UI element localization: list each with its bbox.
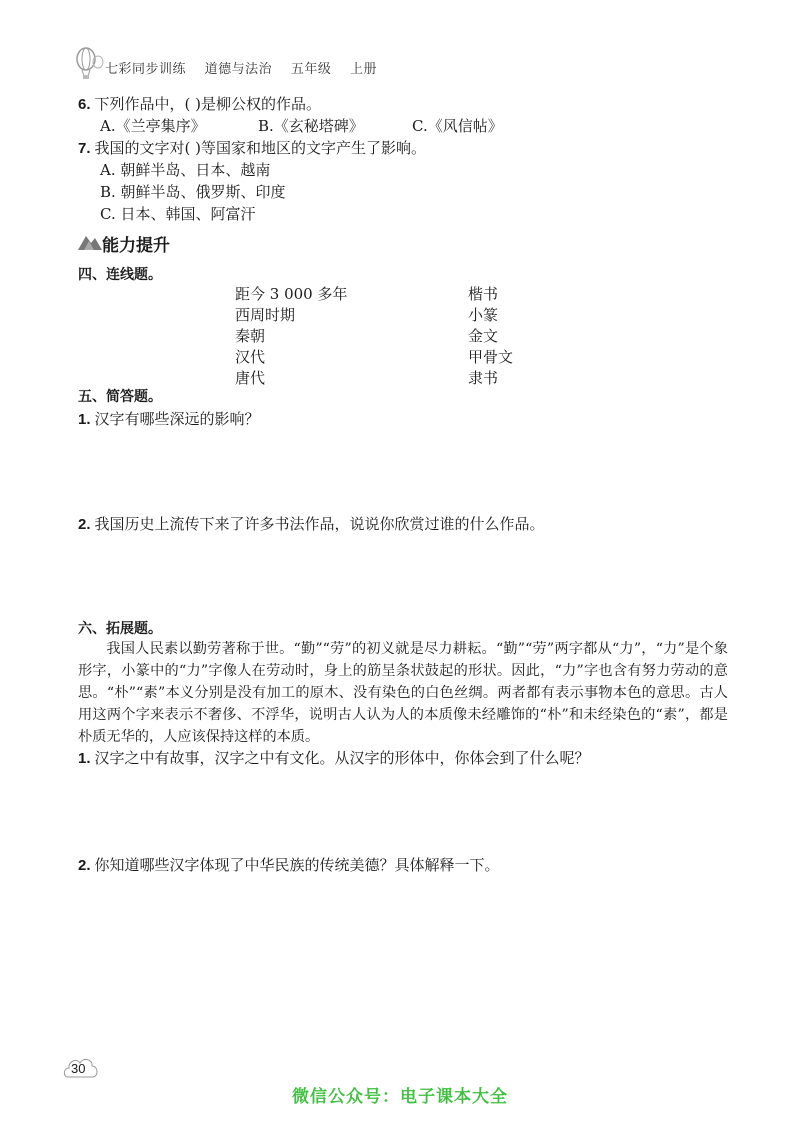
reading-passage: 我国人民素以勤劳著称于世。“勤”“劳”的初义就是尽力耕耘。“勤”“劳”两字都从“力”，“力”是个象形字，小篆中的“力”字像人在劳动时，身上的筋呈条状鼓起的形状。因此，“力”字也含有努力劳动的意思。“朴”“素”本义分别是没有加工的原木、没有染色的白色丝绸。两者都有表示事物本色的意思。古人用这两个字来表示不奢侈、不浮华，说明古人认为人的本质像未经雕饰的“朴”和未经染色的“素”，都是朴质无华的，人应该保持这样的本质。 (78, 641, 728, 745)
question-number: 6. (78, 96, 91, 113)
question-7 (78, 138, 426, 159)
question-number: 7. (78, 140, 91, 157)
match-right-item: 隶书 (468, 369, 499, 387)
section-6-question-1 (78, 748, 590, 769)
match-left-item: 汉代 (235, 348, 266, 366)
question-text: 下列作品中，( )是柳公权的作品。 (94, 95, 321, 113)
header-subject: 道德与法治 (204, 62, 273, 77)
section-4-title: 四、连线题。 (78, 267, 162, 283)
question-text: 汉字有哪些深远的影响？ (94, 410, 260, 428)
section-6-title: 六、拓展题。 (78, 621, 162, 637)
q7-option-c: C. 日本、韩国、阿富汗 (100, 205, 256, 223)
question-number: 2. (78, 516, 91, 533)
question-number: 2. (78, 857, 91, 874)
q6-option-b: B.《玄秘塔碑》 (258, 117, 364, 135)
q7-option-a: A. 朝鲜半岛、日本、越南 (100, 161, 271, 179)
footer-watermark: 微信公众号：电子课本大全 (292, 1087, 508, 1107)
page-number: 30 (71, 1061, 86, 1076)
header-grade: 五年级 (290, 62, 332, 77)
page-number-badge (62, 1053, 100, 1085)
match-left-item: 秦朝 (235, 327, 266, 345)
question-text: 我国历史上流传下来了许多书法作品，说说你欣赏过谁的什么作品。 (94, 515, 545, 533)
section-5-question-2 (78, 514, 545, 535)
section-5-question-1 (78, 409, 260, 430)
match-right-item: 楷书 (468, 285, 499, 303)
section-6-question-2 (78, 855, 500, 876)
question-text: 你知道哪些汉字体现了中华民族的传统美德？具体解释一下。 (94, 856, 500, 874)
q7-option-b: B. 朝鲜半岛、俄罗斯、印度 (100, 183, 286, 201)
match-right-item: 小篆 (468, 306, 499, 324)
match-left-item: 唐代 (235, 369, 266, 387)
banner-title: 能力提升 (102, 236, 170, 256)
match-right-item: 金文 (468, 327, 499, 345)
match-right-item: 甲骨文 (468, 348, 514, 366)
question-text: 汉字之中有故事，汉字之中有文化。从汉字的形体中，你体会到了什么呢？ (94, 749, 590, 767)
q6-option-c: C.《风信帖》 (412, 117, 503, 135)
mountain-icon (78, 232, 102, 252)
match-left-item: 距今 3 000 多年 (235, 285, 348, 303)
section-5-title: 五、简答题。 (78, 389, 162, 405)
balloon-logo-icon (72, 46, 106, 80)
header-series: 七彩同步训练 (105, 62, 187, 77)
header-term: 上册 (349, 62, 377, 77)
question-number: 1. (78, 411, 91, 428)
question-number: 1. (78, 750, 91, 767)
question-text: 我国的文字对( )等国家和地区的文字产生了影响。 (94, 139, 426, 157)
question-6 (78, 94, 321, 115)
match-left-item: 西周时期 (235, 306, 296, 324)
page-header (105, 58, 391, 77)
q6-option-a: A.《兰亭集序》 (100, 117, 206, 135)
